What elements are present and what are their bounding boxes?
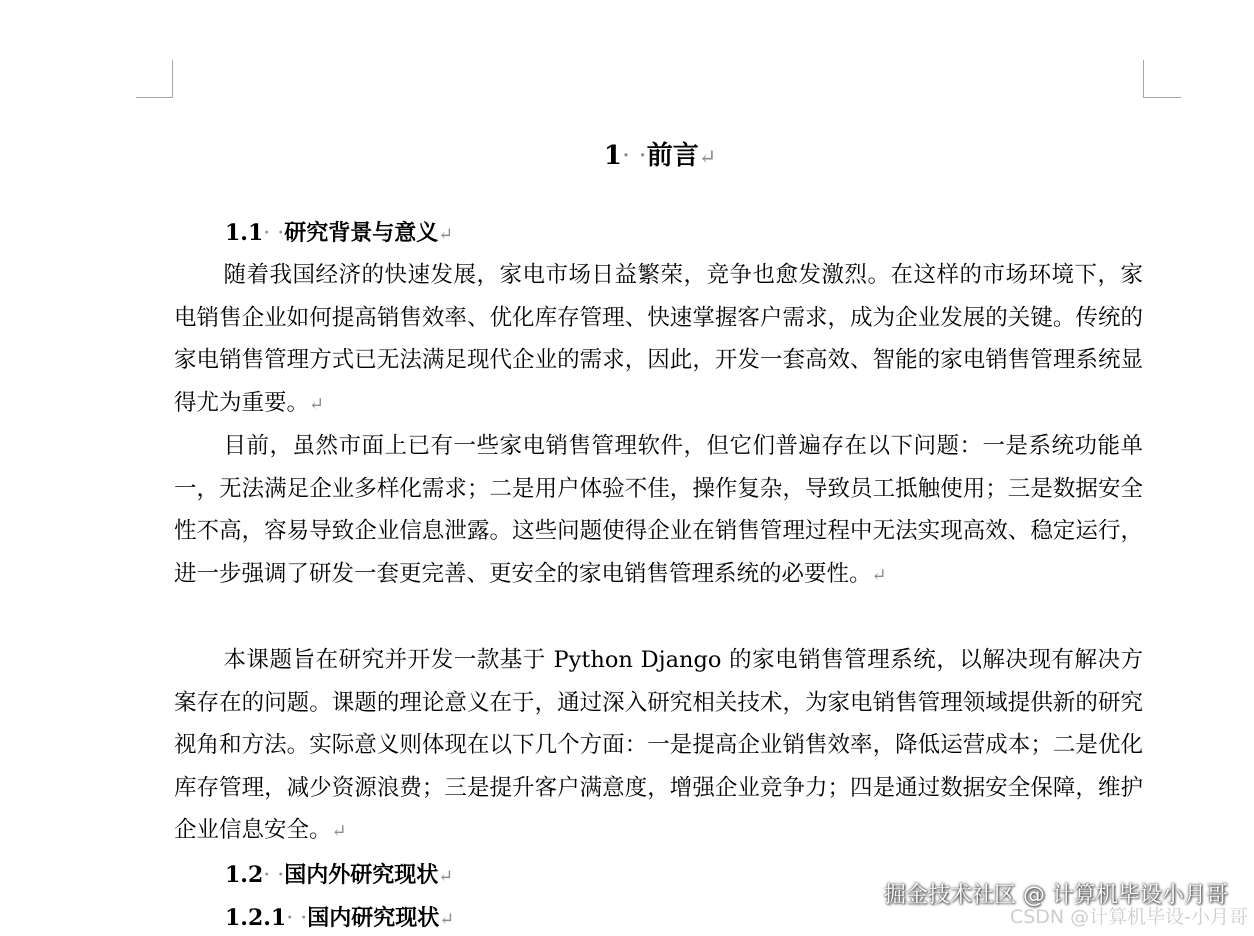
body-paragraph-3 [174, 639, 1143, 854]
space-marks: · · [621, 141, 647, 171]
paragraph-return-mark: ↵ [438, 225, 454, 245]
section-title: 国内研究现状 [307, 905, 440, 931]
space-marks: · · [263, 221, 285, 246]
chapter-heading [173, 134, 1145, 179]
paragraph-return-mark: ↵ [309, 393, 325, 415]
paragraph-return-mark: ↵ [871, 564, 887, 586]
paragraph-text: 本课题旨在研究并开发一款基于 Python Django 的家电销售管理系统，以解决现有解决方案存在的问题。课题的理论意义在于，通过深入研究相关技术，为家电销售管理领域提供新的研究视角和方法。实际意义则体现在以下几个方面：一是提高企业销售效率，降低运营成本；二是优化库存管理，减少资源浪费；三是提升客户满意度，增强企业竞争力；四是通过数据安全保障，维护企业信息安全。 [174, 647, 1143, 844]
section-heading-1-2-1 [225, 902, 454, 936]
paragraph-return-mark: ↵ [331, 821, 347, 843]
section-title: 国内外研究现状 [284, 862, 439, 888]
section-number: 1.2 [225, 862, 264, 888]
csdn-watermark: CSDN @计算机毕设-小月哥 [1009, 906, 1248, 928]
chapter-number: 1 [603, 141, 622, 171]
paragraph-return-mark: ↵ [439, 910, 454, 930]
section-number: 1.1 [225, 220, 264, 246]
section-number: 1.2.1 [225, 905, 287, 931]
page-corner-top-left [136, 60, 173, 98]
paragraph-return-mark: ↵ [438, 867, 454, 887]
space-marks: · · [286, 906, 308, 931]
chapter-title: 前言 [646, 141, 699, 171]
paragraph-text: 目前，虽然市面上已有一些家电销售管理软件，但它们普遍存在以下问题：一是系统功能单一，无法满足企业多样化需求；二是用户体验不佳，操作复杂，导致员工抵触使用；三是数据安全性不高，容易导致企业信息泄露。这些问题使得企业在销售管理过程中无法实现高效、稳定运行，进一步强调了研发一套更完善、更安全的家电销售管理系统的必要性。 [174, 433, 1143, 587]
body-paragraph-1 [174, 254, 1143, 426]
page-corner-top-right [1143, 60, 1181, 98]
paragraph-return-mark: ↵ [698, 145, 717, 169]
juejin-watermark: 掘金技术社区 @ 计算机毕设小月哥 [884, 883, 1228, 908]
section-heading-1-2 [225, 859, 453, 893]
space-marks: · · [263, 863, 285, 888]
paragraph-text: 随着我国经济的快速发展，家电市场日益繁荣，竞争也愈发激烈。在这样的市场环境下，家电销售企业如何提高销售效率、优化库存管理、快速掌握客户需求，成为企业发展的关键。传统的家电销售管理方式已无法满足现代企业的需求，因此，开发一套高效、智能的家电销售管理系统显得尤为重要。 [174, 262, 1143, 416]
section-title: 研究背景与意义 [284, 220, 439, 246]
body-paragraph-2 [174, 425, 1143, 597]
section-heading-1-1 [225, 217, 453, 251]
